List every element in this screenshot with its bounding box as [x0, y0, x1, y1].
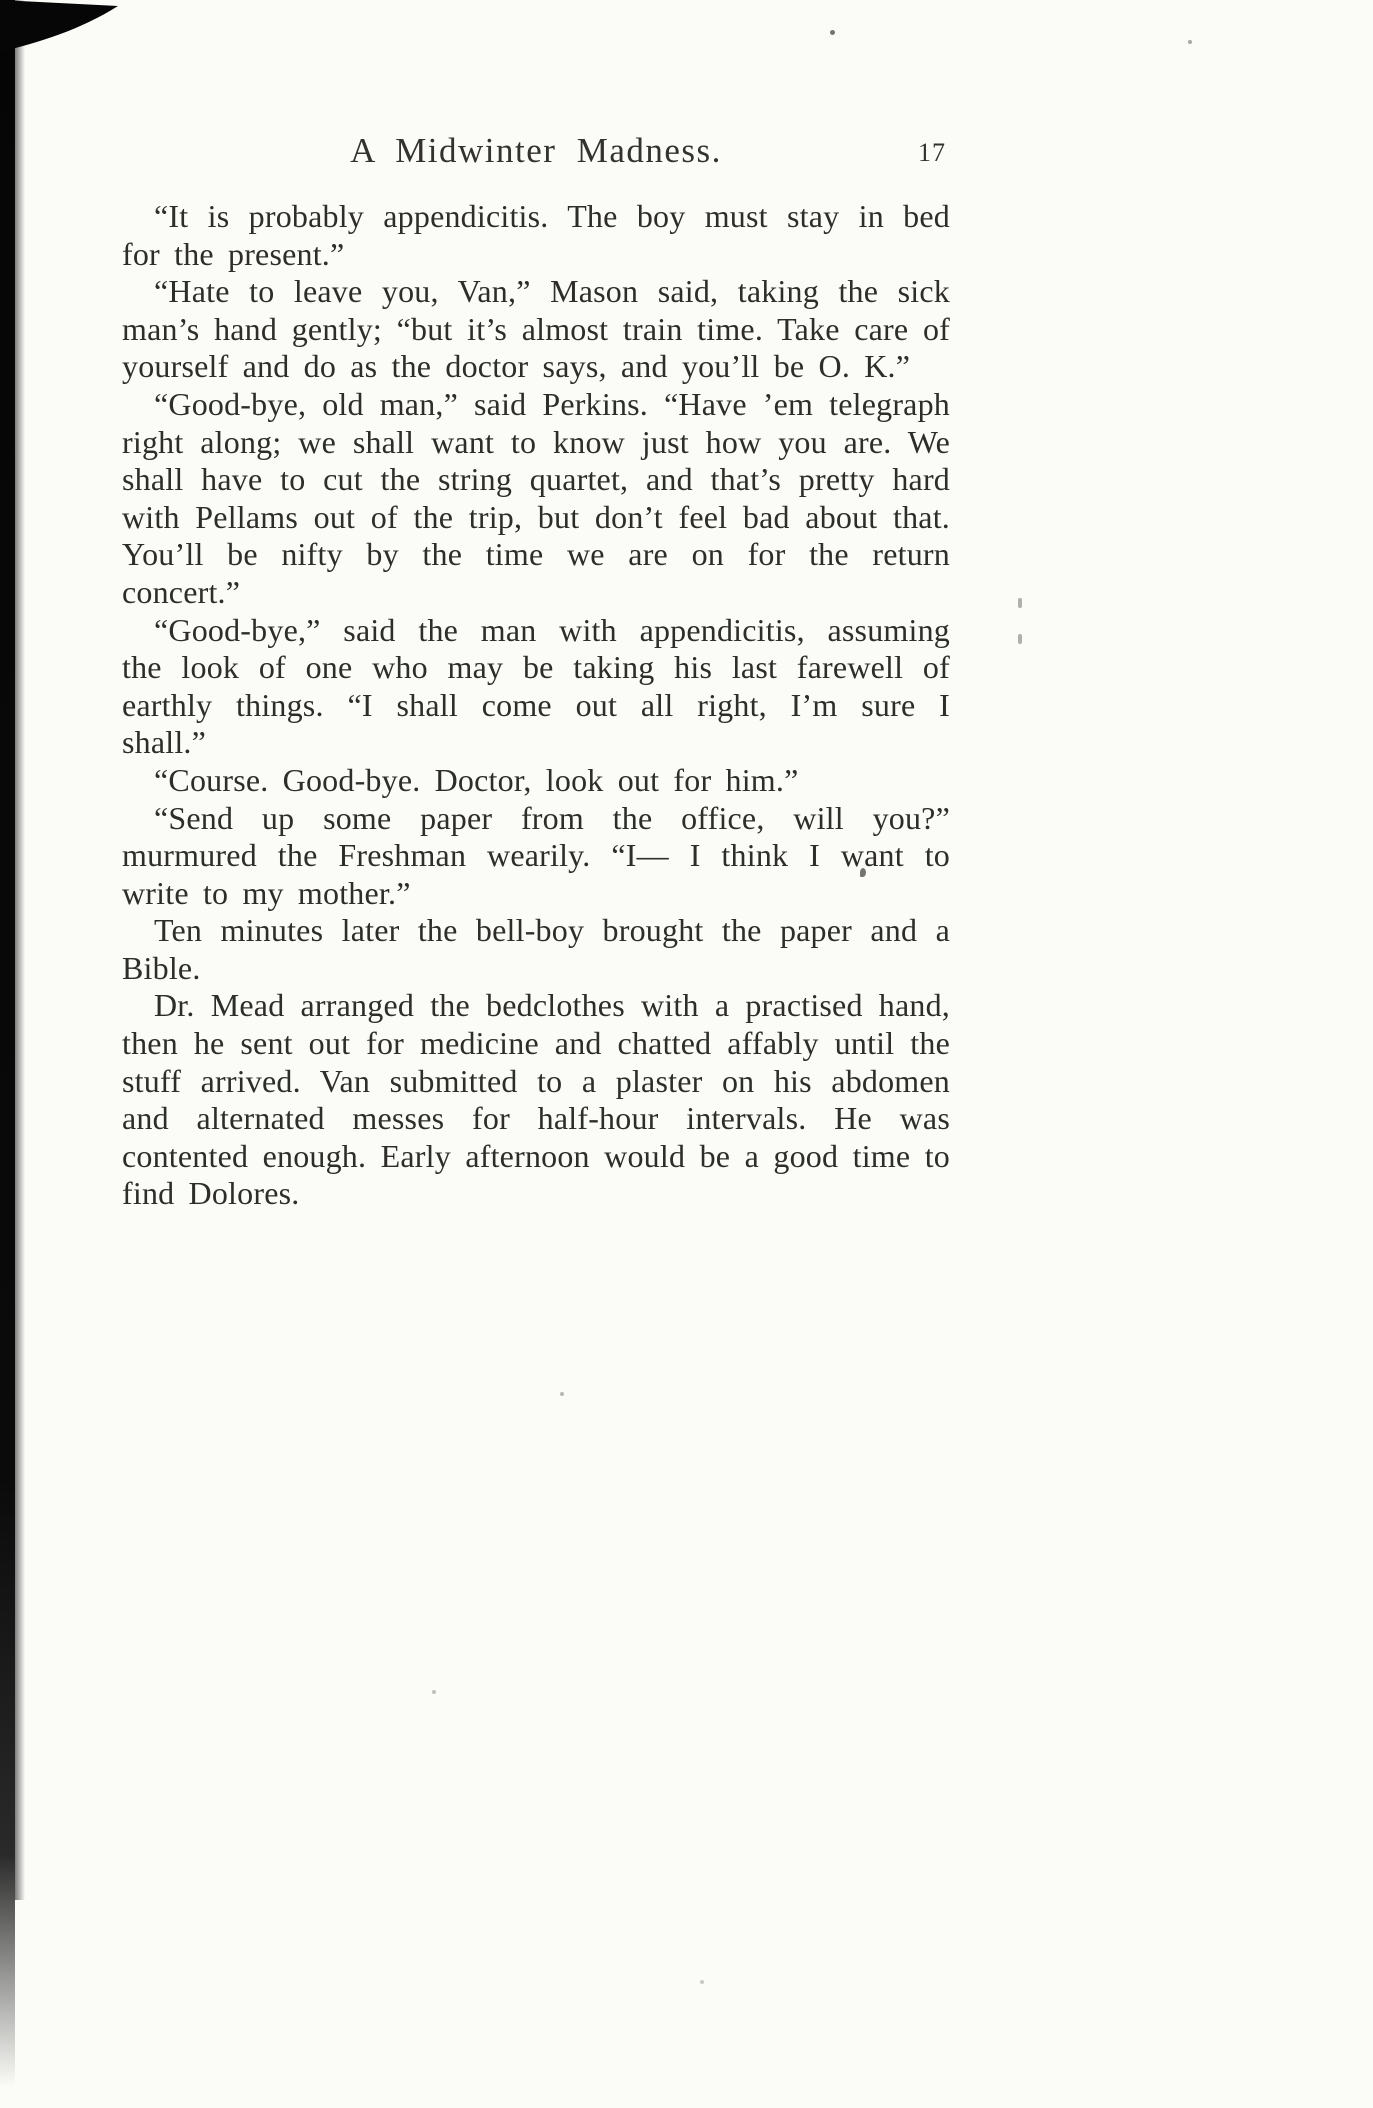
page-content	[122, 128, 950, 1213]
page-header	[122, 128, 950, 174]
paragraph: “It is probably appendicitis. The boy must stay in bed for the present.”	[122, 198, 950, 272]
paragraph: “Good-bye,” said the man with appendicitis, assuming the look of one who may be taking his last farewell of earthly things. “I shall come out all right, I’m sure I shall.”	[122, 611, 950, 761]
scan-speck	[560, 1392, 564, 1396]
page-curl-artifact	[0, 0, 130, 60]
binding-shadow-soft	[15, 0, 25, 1900]
scan-speck	[1018, 634, 1022, 644]
paragraph: “Hate to leave you, Van,” Mason said, taking the sick man’s hand gently; “but it’s almost train time. Take care of yourself and do as the doctor says, and you’ll be O. K.”	[122, 273, 950, 385]
paragraph: “Send up some paper from the office, will you?” murmured the Freshman wearily. “I— I think I want to write to my mother.”	[122, 799, 950, 911]
scan-speck	[432, 1690, 436, 1694]
scan-speck	[700, 1980, 704, 1984]
paragraph: “Good-bye, old man,” said Perkins. “Have ’em telegraph right along; we shall want to know just how you are. We shall have to cut the string quartet, and that’s pretty hard with Pellams out of the trip, but don’t feel bad about that. You’ll be nifty by the time we are on for the return concert.”	[122, 385, 950, 610]
body-text	[122, 198, 950, 1213]
binding-shadow	[0, 0, 15, 2108]
running-title: A Midwinter Madness.	[350, 131, 722, 170]
scan-speck	[830, 30, 835, 35]
scan-speck	[1018, 598, 1022, 608]
page-number: 17	[918, 138, 946, 167]
scan-speck	[1188, 40, 1192, 44]
paragraph: Dr. Mead arranged the bedclothes with a practised hand, then he sent out for medicine and chatted affably until the stuff arrived. Van submitted to a plaster on his abdomen and alternated messes for half-hour intervals. He was contented enough. Early afternoon would be a good time to find Dolores.	[122, 987, 950, 1212]
paragraph: “Course. Good-bye. Doctor, look out for him.”	[154, 761, 799, 798]
paragraph: Ten minutes later the bell-boy brought the paper and a Bible.	[122, 912, 950, 986]
